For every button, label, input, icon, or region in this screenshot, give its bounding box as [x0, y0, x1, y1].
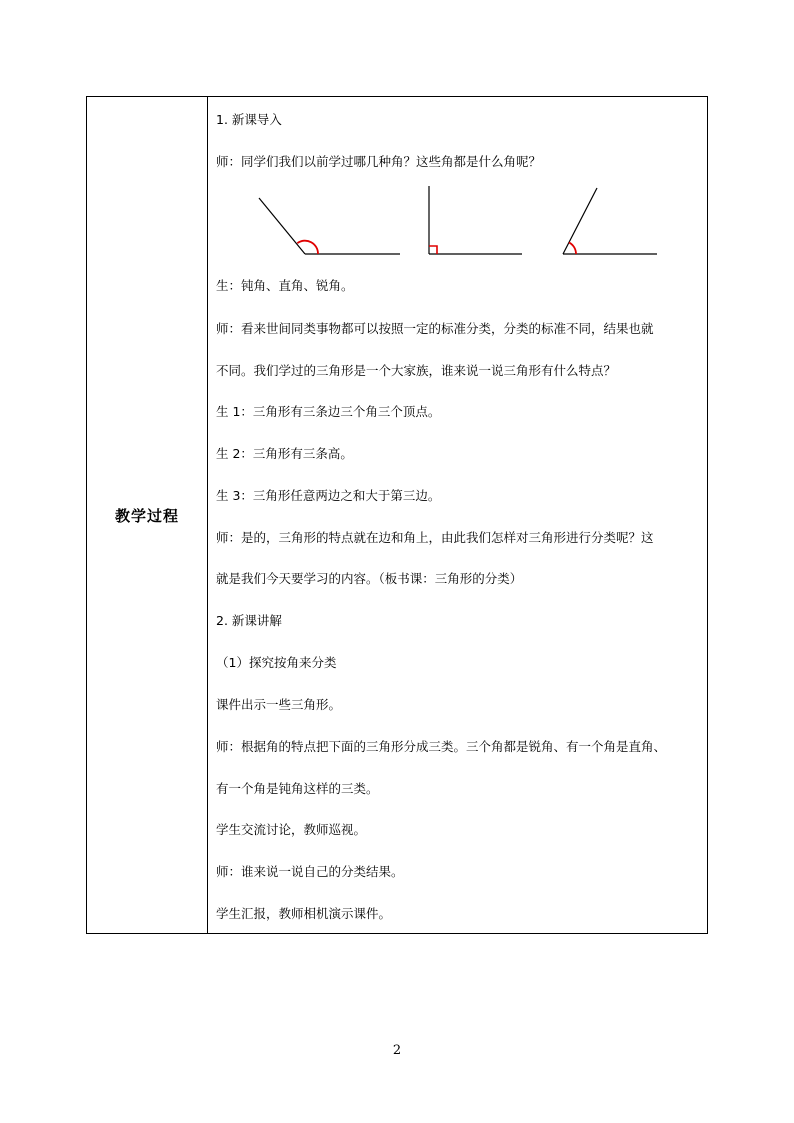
text-line: 师：是的，三角形的特点就在边和角上，由此我们怎样对三角形进行分类呢？这: [216, 530, 654, 545]
text-line: 就是我们今天要学习的内容。（板书课：三角形的分类）: [216, 571, 523, 586]
obtuse-angle-figure: [259, 198, 400, 254]
text-line: 学生汇报，教师相机演示课件。: [216, 906, 392, 921]
lesson-table: [86, 96, 708, 934]
subsection-heading: （1）探究按角来分类: [216, 655, 337, 670]
page-number: 2: [392, 1043, 402, 1058]
text-line: 师：看来世间同类事物都可以按照一定的标准分类，分类的标准不同，结果也就: [216, 321, 654, 336]
text-line: 生 1：三角形有三条边三个角三个顶点。: [216, 404, 441, 419]
text-line: 课件出示一些三角形。: [216, 697, 342, 712]
row-label: 教学过程: [114, 507, 179, 525]
text-line: 生 3：三角形任意两边之和大于第三边。: [216, 488, 441, 503]
section-heading: 2. 新课讲解: [216, 613, 282, 628]
angle-figures: [242, 185, 662, 265]
text-line: 师：根据角的特点把下面的三角形分成三类。三个角都是锐角、有一个角是直角、: [216, 739, 667, 754]
section-heading: 1. 新课导入: [216, 112, 282, 127]
text-line: 生：钝角、直角、锐角。: [216, 278, 354, 293]
text-line: 不同。我们学过的三角形是一个大家族，谁来说一说三角形有什么特点？: [216, 363, 617, 378]
text-line: 生 2：三角形有三条高。: [216, 446, 353, 461]
text-line: 有一个角是钝角这样的三类。: [216, 781, 379, 796]
text-line: 师：同学们我们以前学过哪几种角？这些角都是什么角呢？: [216, 154, 542, 169]
text-line: 学生交流讨论，教师巡视。: [216, 822, 367, 837]
right-angle-figure: [429, 186, 522, 254]
column-divider: [207, 97, 208, 933]
acute-angle-figure: [563, 188, 657, 254]
text-line: 师：谁来说一说自己的分类结果。: [216, 864, 404, 879]
